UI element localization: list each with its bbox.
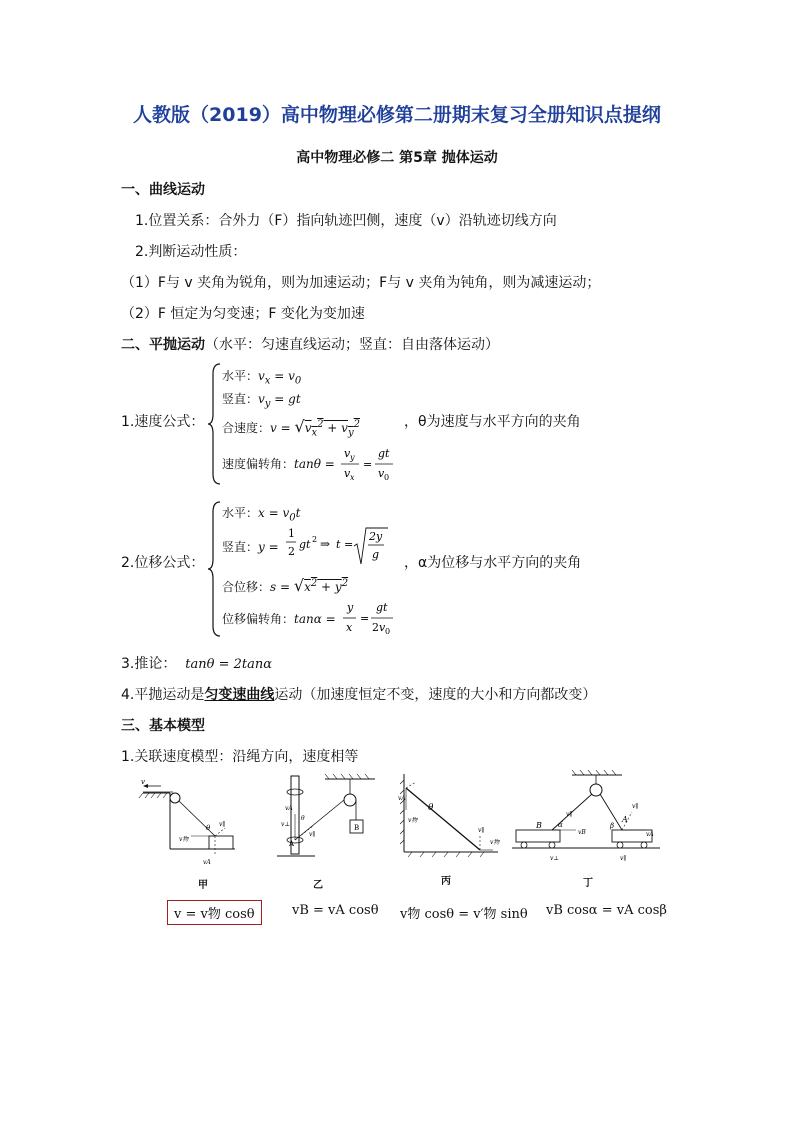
- svg-text:v⊥: v⊥: [550, 855, 560, 862]
- svg-text:t: t: [336, 538, 341, 551]
- svg-text:vA: vA: [203, 859, 211, 866]
- svg-text:v: v: [141, 778, 145, 786]
- emphasis-uniform-curve: 匀变速曲线: [204, 687, 275, 703]
- svg-text:v∥: v∥: [219, 821, 226, 828]
- section3-item1: 1.关联速度模型：沿绳方向，速度相等: [121, 749, 359, 765]
- section2-item4: 4.平抛运动是匀变速曲线运动（加速度恒定不变，速度的大小和方向都改变）: [121, 687, 597, 703]
- svg-text:vA: vA: [646, 831, 654, 838]
- svg-text:v∥: v∥: [309, 831, 316, 838]
- displacement-vertical: 竖直：y =: [222, 540, 279, 554]
- document-title: 人教版（2019）高中物理必修第二册期末复习全册知识点提纲: [133, 104, 661, 126]
- section1-heading: 一、曲线运动: [121, 182, 205, 198]
- svg-text:gt: gt: [376, 601, 388, 614]
- section2-note: （水平：匀速直线运动；竖直：自由落体运动）: [205, 337, 499, 353]
- section1-sub1: （1）F与 v 夹角为锐角，则为加速运动；F与 v 夹角为钝角，则为减速运动；: [121, 275, 601, 291]
- svg-text:x: x: [350, 473, 355, 482]
- equation-bing: v物 cosθ = v′物 sinθ: [400, 907, 528, 922]
- svg-text:y: y: [350, 453, 355, 462]
- svg-text:v物: v物: [408, 817, 418, 824]
- figure-ding-diagram: [512, 770, 662, 870]
- displacement-combined: 合位移：$s = √x^2 + y^2$: [222, 576, 349, 595]
- svg-text:2y: 2y: [369, 530, 383, 543]
- figure-bing-caption: 丙: [441, 876, 451, 887]
- section3-heading: 三、基本模型: [121, 718, 205, 734]
- svg-text:=: =: [360, 612, 370, 625]
- section1-item1: 1.位置关系：合外力（F）指向轨迹凹侧，速度（v）沿轨迹切线方向: [135, 213, 557, 229]
- velocity-formula-label: 1.速度公式：: [121, 414, 205, 430]
- velocity-combined: 合速度：$v = √v_x^2 + v_y^2$: [222, 417, 360, 439]
- figure-bing-diagram: [398, 770, 508, 870]
- svg-text:B: B: [354, 824, 360, 832]
- svg-text:gt: gt: [299, 538, 311, 551]
- figure-ding-caption: 丁: [583, 878, 593, 889]
- svg-text:v: v: [344, 447, 351, 460]
- chapter-subtitle: 高中物理必修二 第5章 抛体运动: [296, 150, 498, 166]
- velocity-horizontal: 水平：$v_x = v_0$: [222, 369, 302, 387]
- velocity-deflection: 速度偏转角：tanθ =: [222, 457, 335, 471]
- svg-text:v物: v物: [490, 839, 500, 846]
- svg-text:⇒: ⇒: [320, 537, 331, 551]
- section1-item2: 2.判断运动性质：: [135, 244, 247, 260]
- svg-text:θ: θ: [206, 824, 211, 832]
- section2-heading: 二、平抛运动: [121, 337, 205, 353]
- svg-text:v⊥: v⊥: [281, 821, 291, 828]
- figure-jia-diagram: [135, 774, 245, 874]
- svg-text:v: v: [379, 621, 386, 634]
- svg-text:θ: θ: [428, 803, 434, 813]
- svg-text:=: =: [363, 458, 373, 471]
- equation-jia: v = v物 cosθ: [167, 900, 262, 925]
- svg-text:y: y: [347, 601, 354, 614]
- displacement-vertical-formula: [284, 524, 394, 570]
- figure-jia-caption: 甲: [198, 880, 208, 891]
- velocity-brace: [208, 362, 222, 486]
- svg-text:x: x: [346, 621, 353, 634]
- equation-yi: vB = vA cosθ: [292, 903, 379, 918]
- svg-text:v物: v物: [179, 836, 189, 843]
- displacement-deflection: 位移偏转角：tanα =: [222, 612, 336, 626]
- section2-heading-line: [121, 334, 499, 354]
- svg-text:A: A: [622, 815, 628, 824]
- svg-text:2: 2: [312, 535, 318, 544]
- svg-text:0: 0: [384, 473, 390, 482]
- svg-text:α: α: [558, 821, 563, 829]
- svg-text:1: 1: [288, 527, 295, 540]
- displacement-fractions: [338, 598, 398, 638]
- svg-text:θ: θ: [301, 815, 305, 822]
- svg-text:β: β: [610, 822, 615, 830]
- svg-text:v∥: v∥: [478, 827, 485, 834]
- svg-text:v: v: [378, 467, 385, 480]
- figure-yi-diagram: [265, 774, 380, 874]
- svg-text:vA: vA: [285, 805, 293, 812]
- svg-text:0: 0: [385, 627, 391, 636]
- displacement-brace: [208, 500, 222, 638]
- svg-text:2: 2: [288, 545, 295, 558]
- svg-text:vB: vB: [578, 829, 586, 836]
- svg-text:v: v: [344, 467, 351, 480]
- equation-ding: vB cosα = vA cosβ: [546, 903, 667, 918]
- svg-text:=: =: [344, 538, 354, 551]
- section1-sub2: （2）F 恒定为匀变速；F 变化为变加速: [121, 306, 365, 322]
- displacement-formula-label: 2.位移公式：: [121, 555, 205, 571]
- svg-text:B: B: [536, 821, 542, 830]
- svg-text:vA: vA: [398, 795, 406, 802]
- svg-text:v∥: v∥: [632, 803, 639, 810]
- svg-text:2: 2: [372, 621, 379, 634]
- figure-yi-caption: 乙: [313, 880, 323, 891]
- velocity-note: ，θ为速度与水平方向的夹角: [404, 414, 581, 430]
- svg-text:v∥: v∥: [566, 811, 573, 818]
- inference-line: 3.推论： tanθ = 2tanα: [121, 656, 272, 672]
- inference-formula: tanθ = 2tanα: [185, 657, 272, 672]
- svg-text:v∥: v∥: [620, 855, 627, 862]
- displacement-horizontal: 水平：$x = v_0t$: [222, 506, 301, 524]
- velocity-vertical: 竖直：$v_y$ = gt: [222, 392, 301, 410]
- velocity-fractions: [338, 444, 398, 484]
- svg-text:gt: gt: [378, 447, 390, 460]
- svg-text:A: A: [289, 840, 295, 848]
- svg-text:g: g: [372, 548, 380, 561]
- displacement-note: ，α为位移与水平方向的夹角: [404, 555, 582, 571]
